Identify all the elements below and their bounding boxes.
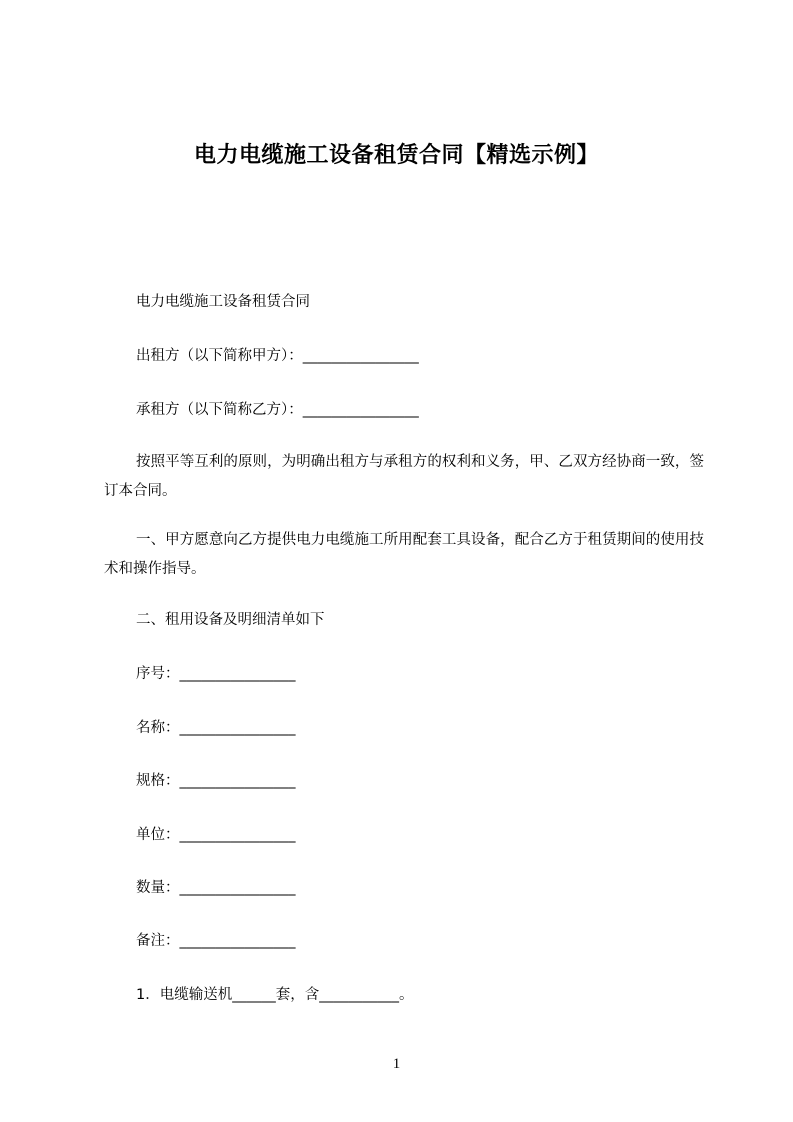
field-spec: 规格：________________ [136,773,296,789]
field-remarks: 备注：________________ [136,933,296,949]
lessee-line: 承租方（以下简称乙方）：________________ [136,402,419,418]
clause-2-heading: 二、租用设备及明细清单如下 [136,612,325,628]
clause-1-paragraph: 一、甲方愿意向乙方提供电力电缆施工所用配套工具设备，配合乙方于租赁期间的使用技术和操作指导。 [104,532,704,577]
page-number: 1 [392,1056,401,1072]
document-title: 电力电缆施工设备租赁合同【精选示例】 [193,143,599,168]
lessor-line: 出租方（以下简称甲方）：________________ [136,348,419,364]
field-name: 名称：________________ [136,720,296,736]
item-1-line: 1．电缆输送机______套，含___________。 [136,987,414,1003]
field-unit: 单位：________________ [136,827,296,843]
preamble-paragraph: 按照平等互利的原则，为明确出租方与承租方的权利和义务，甲、乙双方经协商一致，签订本合同。 [104,454,704,499]
field-serial: 序号：________________ [136,666,296,682]
field-quantity: 数量：________________ [136,880,296,896]
contract-subtitle: 电力电缆施工设备租赁合同 [136,294,310,310]
